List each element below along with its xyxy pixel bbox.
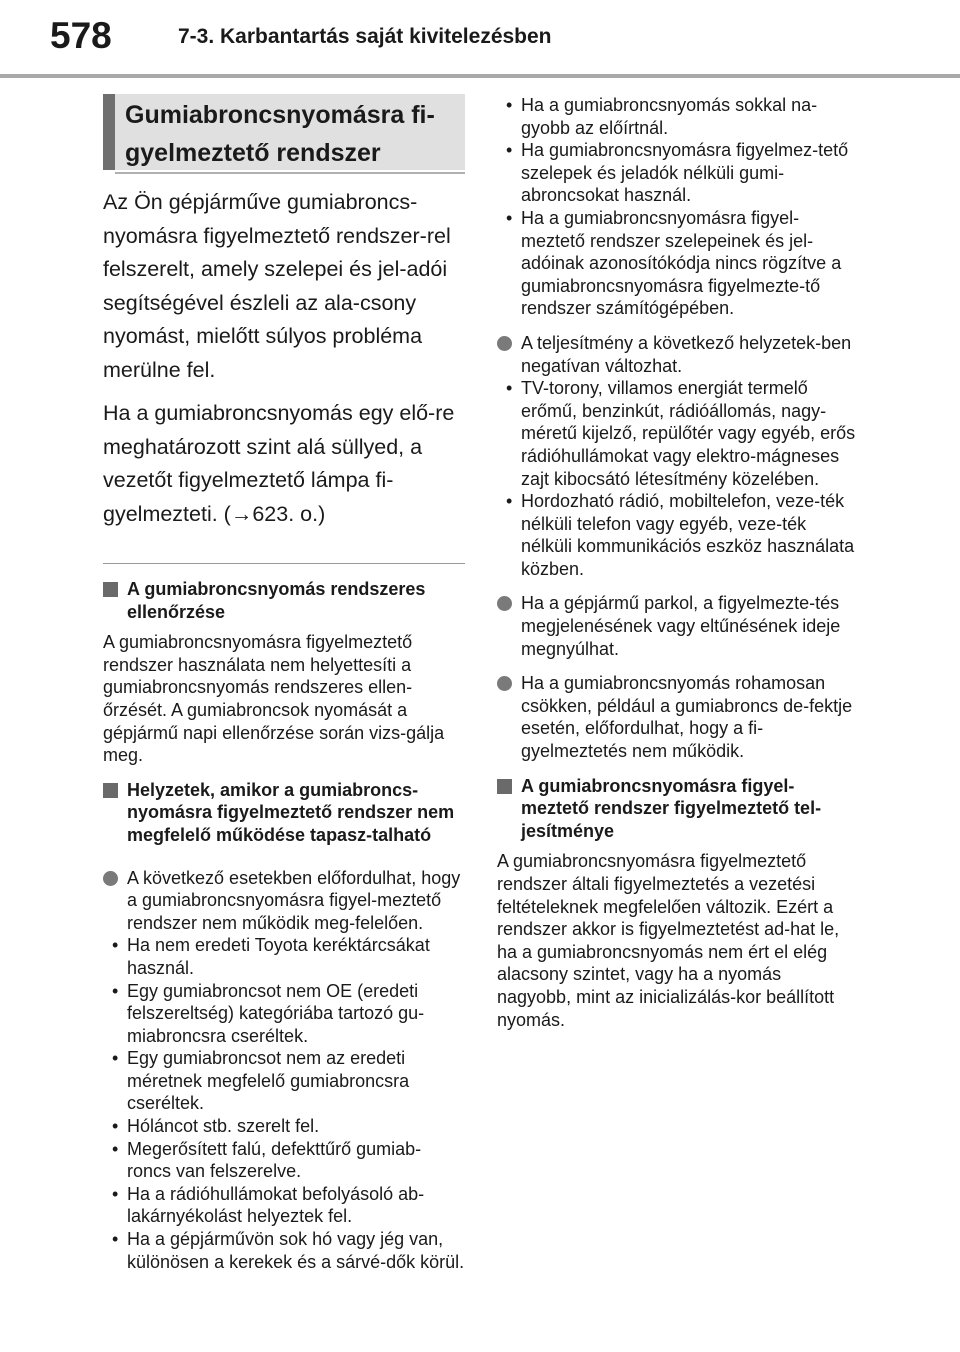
subheading-malfunction-situations xyxy=(103,779,465,847)
subheading-regular-check xyxy=(103,578,465,623)
subheading-text: A gumiabroncsnyomásra figyel-meztető rendszer figyelmeztető tel-jesítménye xyxy=(521,775,822,841)
circle-bullet-icon xyxy=(497,596,512,611)
right-column xyxy=(497,94,859,1043)
circle-item-text: A következő esetekben előfordulhat, hogy a gumiabroncsnyomásra figyel-meztető rendszer nem működik meg-felelően. xyxy=(127,867,461,933)
page-header xyxy=(0,0,960,78)
title-underline xyxy=(115,172,465,174)
square-bullet-icon xyxy=(103,582,118,597)
chapter-title: 7-3. Karbantartás saját kivitelezésben xyxy=(178,25,552,48)
list-item: • Ha gumiabroncsnyomásra figyelmez-tető szelepek és jeladók nélküli gumi-abroncsokat használ. xyxy=(497,139,859,207)
subheading-text: Helyzetek, amikor a gumiabroncs-nyomásra figyelmeztető rendszer nem megfelelő működése tapasz-talható xyxy=(127,779,455,845)
interference-bullet-list xyxy=(497,377,859,580)
section-title-line1: Gumiabroncsnyomásra fi- xyxy=(125,101,435,129)
circle-bullet-icon xyxy=(103,871,118,886)
section-divider xyxy=(103,563,465,564)
list-item: • Hordozható rádió, mobiltelefon, veze-ték nélküli telefon vagy egyéb, veze-ték nélküli kommunikációs eszköz használata közben. xyxy=(497,490,859,580)
circle-item xyxy=(497,332,859,377)
list-item: • Egy gumiabroncsot nem OE (eredeti felszereltség) kategóriába tartozó gu-miabroncsra cseréltek. xyxy=(103,980,465,1048)
circle-item-text: Ha a gumiabroncsnyomás rohamosan csökken, például a gumiabroncs de-fektje esetén, előfordulhat, hogy a fi-gyelmeztetés nem működik. xyxy=(521,673,853,762)
intro-paragraph-1: Az Ön gépjárműve gumiabroncs-nyomásra figyelmeztető rendszer-rel felszerelt, amely szelepei és jel-adói segítségével észleli az ala-csony nyomást, mielőtt súlyos probléma merülne fel. xyxy=(103,190,451,382)
section-title-box xyxy=(103,94,465,170)
list-item: • Ha a gépjárművön sok hó vagy jég van, különösen a kerekek és a sárvé-dők körül. xyxy=(103,1228,465,1273)
regular-check-paragraph: A gumiabroncsnyomásra figyelmeztető rendszer használata nem helyettesíti a gumiabroncsnyomás rendszeres ellen-őrzését. A gumiabroncsok nyomását a gépjármű napi ellenőrzése során vizs-gálja meg. xyxy=(103,632,445,766)
subheading-warning-performance xyxy=(497,775,859,843)
list-item: • Ha a gumiabroncsnyomás sokkal na-gyobb az előírtnál. xyxy=(497,94,859,139)
list-item: • Megerősített falú, defekttűrő gumiab-roncs van felszerelve. xyxy=(103,1138,465,1183)
malfunction-bullet-list xyxy=(103,934,465,1273)
warning-performance-paragraph: A gumiabroncsnyomásra figyelmeztető rendszer általi figyelmeztetés a vezetési feltételeknek megfelelően változik. Ezért a rendszer akkor is figyelmeztetést ad-hat le, ha a gumiabroncsnyomás nem ért el elég alacsony szintet, vagy ha a nyomás nagyobb, mint az inicializálás-kor beállított nyomás. xyxy=(497,851,840,1030)
circle-bullet-icon xyxy=(497,336,512,351)
circle-item-text: Ha a gépjármű parkol, a figyelmezte-tés megjelenésének vagy eltűnésének ideje megnyúlhat. xyxy=(521,593,841,659)
circle-item xyxy=(103,867,465,935)
header-divider xyxy=(0,74,960,78)
continued-bullet-list xyxy=(497,94,859,320)
list-item: • TV-torony, villamos energiát termelő erőmű, benzinkút, rádióállomás, nagy-méretű kijelző, repülőtér vagy egyéb, erős rádióhullámokat vagy elektro-mágneses zajt kibocsátó létesítmény közelében. xyxy=(497,377,859,490)
section-title-line2: gyelmeztető rendszer xyxy=(125,139,381,167)
list-item: • Ha a gumiabroncsnyomásra figyel-meztető rendszer szelepeinek és jel-adóinak azonosítókódja nincs rögzítve a gumiabroncsnyomásra figyelmezte-tő rendszer számítógépében. xyxy=(497,207,859,320)
circle-item-text: A teljesítmény a következő helyzetek-ben negatívan változhat. xyxy=(521,332,852,376)
list-item: • Ha nem eredeti Toyota keréktárcsákat használ. xyxy=(103,934,465,979)
square-bullet-icon xyxy=(497,779,512,794)
intro-paragraph-2: Ha a gumiabroncsnyomás egy elő-re meghatározott szint alá süllyed, a vezetőt figyelmeztető lámpa fi-gyelmezteti. (→623. o.) xyxy=(103,401,455,526)
page-number: 578 xyxy=(50,15,112,56)
list-item: • Ha a rádióhullámokat befolyásoló ab-lakárnyékolást helyeztek fel. xyxy=(103,1183,465,1228)
list-item: • Hóláncot stb. szerelt fel. xyxy=(103,1115,465,1138)
left-column xyxy=(103,94,465,1285)
circle-item xyxy=(497,672,859,762)
circle-item xyxy=(497,592,859,660)
subheading-text: A gumiabroncsnyomás rendszeres ellenőrzése xyxy=(127,579,426,622)
circle-bullet-icon xyxy=(497,676,512,691)
square-bullet-icon xyxy=(103,783,118,798)
list-item: • Egy gumiabroncsot nem az eredeti méretnek megfelelő gumiabroncsra cseréltek. xyxy=(103,1047,465,1115)
